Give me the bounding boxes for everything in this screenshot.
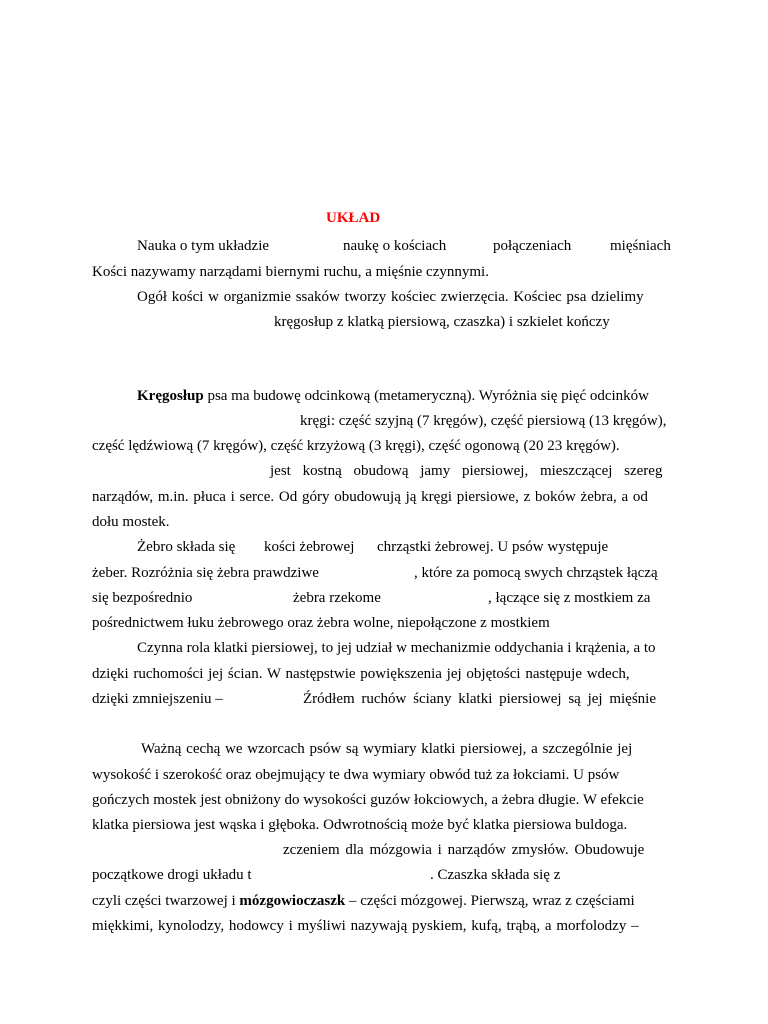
text-fragment: żeber. Rozróżnia się żebra prawdziwe	[92, 565, 319, 581]
document-title: UKŁAD	[326, 210, 381, 226]
text-fragment: naukę o kościach	[343, 238, 447, 254]
text-fragment: . Czaszka składa się z	[430, 867, 561, 883]
text-fragment: gończych mostek jest obniżony do wysokości guzów łokciowych, a żebra długie. W efekcie	[92, 792, 644, 808]
text-fragment: pośrednictwem łuku żebrowego oraz żebra wolne, niepołączone z mostkiem	[92, 615, 550, 631]
text-fragment: – części mózgowej. Pierwszą, wraz z częściami	[345, 893, 635, 909]
text-fragment: dzięki ruchomości jej ścian. W następstwie powiększenia jej objętości następuje wdech,	[92, 666, 630, 682]
text-fragment: dzięki zmniejszeniu –	[92, 691, 223, 707]
text-fragment: wysokość i szerokość oraz obejmujący te dwa wymiary obwód tuż za łokciami. U psów	[92, 767, 620, 783]
text-fragment: czyli części twarzowej i	[92, 893, 240, 909]
text-fragment: początkowe drogi układu t	[92, 867, 252, 883]
text-fragment: zczeniem dla mózgowia i narządów zmysłów. Obudowuje	[283, 842, 645, 858]
text-fragment: psa ma budowę odcinkową (metameryczną). Wyróżnia się pięć odcinków	[203, 388, 650, 404]
text-fragment	[137, 387, 649, 405]
text-fragment: , które za pomocą swych chrząstek łączą	[414, 565, 658, 581]
bold-term: Kręgosłup	[137, 388, 204, 404]
text-fragment: żebra rzekome	[293, 590, 381, 606]
text-fragment: Nauka o tym układzie	[137, 238, 270, 254]
text-fragment: , łączące się z mostkiem za	[488, 590, 651, 606]
text-fragment: część lędźwiową (7 kręgów), część krzyżową (3 kręgi), część ogonową (20 23 kręgów).	[92, 438, 620, 454]
text-fragment: klatka piersiowa jest wąska i głęboka. Odwrotnością może być klatka piersiowa buldoga.	[92, 817, 628, 833]
text-fragment: kręgosłup z klatką piersiową, czaszka) i szkielet kończy	[274, 314, 610, 330]
text-fragment: połączeniach	[493, 238, 572, 254]
text-fragment: mięśniach	[610, 238, 671, 254]
text-fragment: Kości nazywamy narządami biernymi ruchu, a mięśnie czynnymi.	[92, 264, 489, 280]
text-fragment: kości żebrowej	[264, 539, 355, 555]
text-fragment: miękkimi, kynolodzy, hodowcy i myśliwi nazywają pyskiem, kufą, trąbą, a morfolodzy –	[92, 918, 639, 934]
text-fragment: Źródłem ruchów ściany klatki piersiowej są jej mięśnie	[303, 691, 656, 707]
text-fragment	[92, 892, 635, 910]
text-fragment: Ogół kości w organizmie ssaków tworzy kościec zwierzęcia. Kościec psa dzielimy	[137, 289, 644, 305]
text-fragment: jest kostną obudową jamy piersiowej, mieszczącej szereg	[270, 463, 663, 479]
text-fragment: narządów, m.in. płuca i serce. Od góry obudowują ją kręgi piersiowe, z boków żebra, a od	[92, 489, 648, 505]
text-fragment: dołu mostek.	[92, 514, 170, 530]
bold-term: mózgowioczaszk	[239, 893, 346, 909]
text-fragment: Żebro składa się	[137, 539, 236, 555]
text-fragment: się bezpośrednio	[92, 590, 193, 606]
text-fragment: Ważną cechą we wzorcach psów są wymiary klatki piersiowej, a szczególnie jej	[141, 741, 633, 757]
text-fragment: Czynna rola klatki piersiowej, to jej udział w mechanizmie oddychania i krążenia, a to	[137, 640, 656, 656]
text-fragment: chrząstki żebrowej. U psów występuje	[377, 539, 609, 555]
text-fragment: kręgi: część szyjną (7 kręgów), część piersiową (13 kręgów),	[300, 413, 667, 429]
